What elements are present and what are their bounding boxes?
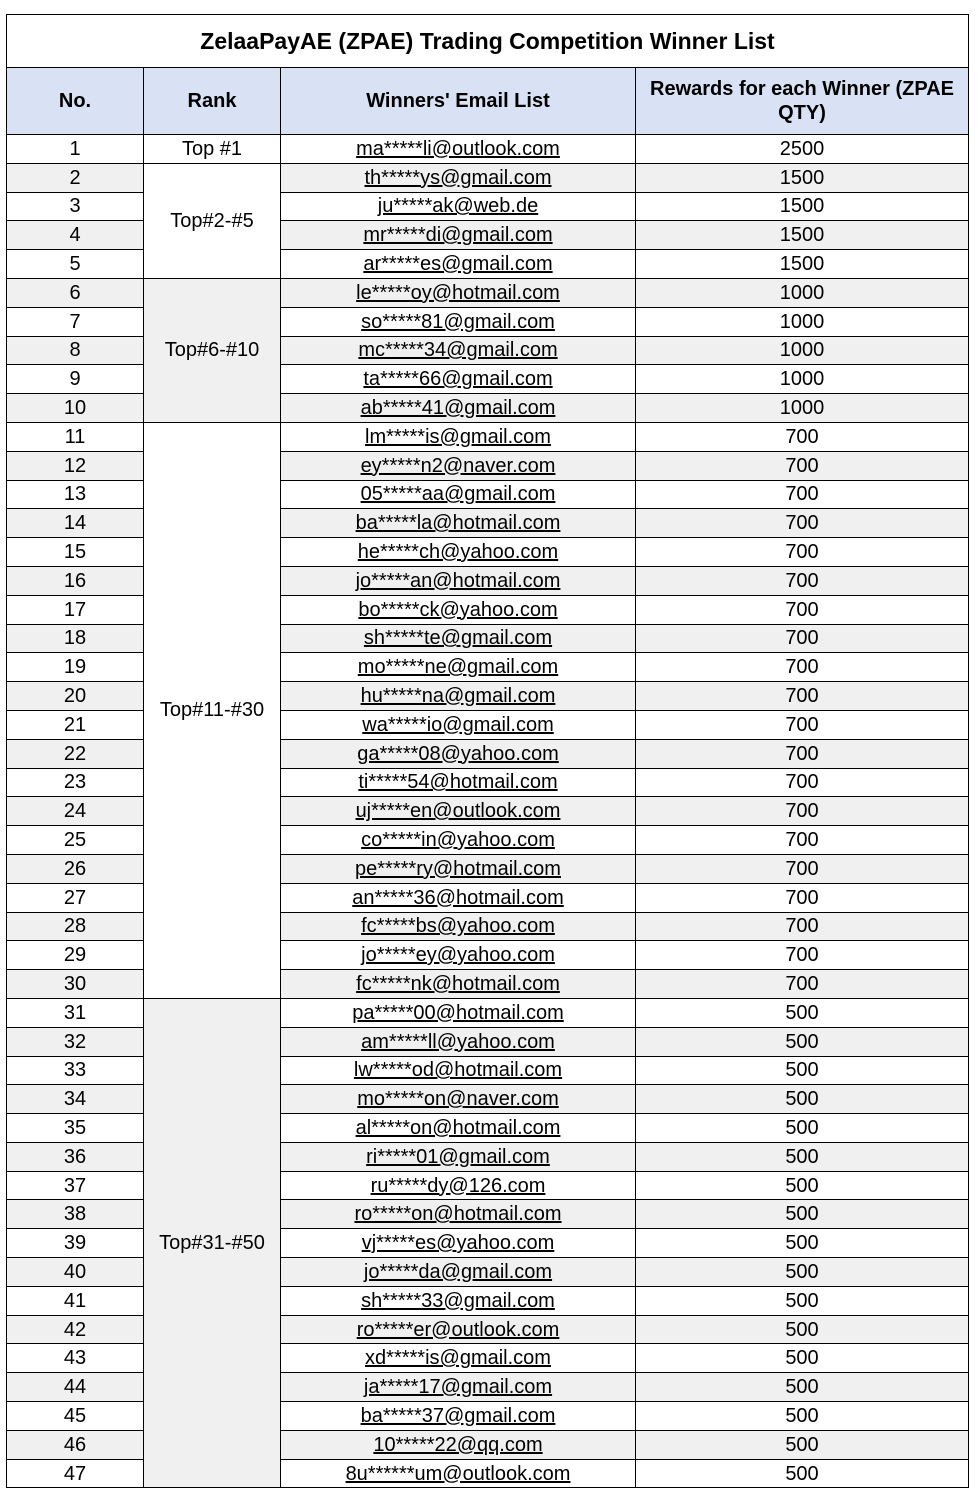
cell-reward: 700 — [636, 480, 969, 509]
cell-email: mr*****di@gmail.com — [281, 221, 636, 250]
cell-no: 32 — [7, 1027, 144, 1056]
cell-email: pe*****ry@hotmail.com — [281, 854, 636, 883]
cell-no: 38 — [7, 1200, 144, 1229]
cell-reward: 500 — [636, 1258, 969, 1287]
cell-reward: 500 — [636, 1430, 969, 1459]
cell-no: 4 — [7, 221, 144, 250]
cell-reward: 1500 — [636, 221, 969, 250]
cell-no: 23 — [7, 768, 144, 797]
cell-reward: 500 — [636, 1373, 969, 1402]
header-email: Winners' Email List — [281, 68, 636, 135]
cell-no: 15 — [7, 538, 144, 567]
cell-reward: 700 — [636, 682, 969, 711]
cell-reward: 700 — [636, 912, 969, 941]
cell-reward: 500 — [636, 998, 969, 1027]
cell-rank-group: Top#11-#30 — [144, 422, 281, 998]
cell-no: 5 — [7, 250, 144, 279]
cell-no: 24 — [7, 797, 144, 826]
cell-no: 21 — [7, 710, 144, 739]
cell-no: 14 — [7, 509, 144, 538]
cell-email: ta*****66@gmail.com — [281, 365, 636, 394]
cell-email: ja*****17@gmail.com — [281, 1373, 636, 1402]
cell-reward: 500 — [636, 1200, 969, 1229]
cell-reward: 500 — [636, 1056, 969, 1085]
cell-no: 35 — [7, 1114, 144, 1143]
cell-email: wa*****io@gmail.com — [281, 710, 636, 739]
cell-email: 8u******um@outlook.com — [281, 1459, 636, 1488]
cell-no: 46 — [7, 1430, 144, 1459]
cell-reward: 500 — [636, 1085, 969, 1114]
cell-email: ma*****li@outlook.com — [281, 135, 636, 164]
cell-no: 28 — [7, 912, 144, 941]
cell-email: pa*****00@hotmail.com — [281, 998, 636, 1027]
table-row — [7, 278, 969, 307]
cell-no: 29 — [7, 941, 144, 970]
cell-no: 39 — [7, 1229, 144, 1258]
cell-reward: 700 — [636, 566, 969, 595]
cell-no: 41 — [7, 1286, 144, 1315]
cell-email: ab*****41@gmail.com — [281, 394, 636, 423]
cell-reward: 1000 — [636, 336, 969, 365]
cell-reward: 700 — [636, 710, 969, 739]
cell-no: 2 — [7, 163, 144, 192]
cell-email: mc*****34@gmail.com — [281, 336, 636, 365]
cell-reward: 700 — [636, 422, 969, 451]
cell-email: ey*****n2@naver.com — [281, 451, 636, 480]
cell-email: so*****81@gmail.com — [281, 307, 636, 336]
cell-no: 22 — [7, 739, 144, 768]
cell-email: lm*****is@gmail.com — [281, 422, 636, 451]
cell-no: 10 — [7, 394, 144, 423]
cell-no: 18 — [7, 624, 144, 653]
cell-no: 13 — [7, 480, 144, 509]
header-rank: Rank — [144, 68, 281, 135]
cell-reward: 1000 — [636, 394, 969, 423]
cell-email: ar*****es@gmail.com — [281, 250, 636, 279]
cell-reward: 500 — [636, 1344, 969, 1373]
cell-no: 33 — [7, 1056, 144, 1085]
table-row — [7, 998, 969, 1027]
cell-reward: 700 — [636, 826, 969, 855]
cell-no: 9 — [7, 365, 144, 394]
cell-no: 37 — [7, 1171, 144, 1200]
cell-email: al*****on@hotmail.com — [281, 1114, 636, 1143]
winner-table — [6, 14, 969, 1488]
cell-no: 11 — [7, 422, 144, 451]
cell-no: 17 — [7, 595, 144, 624]
cell-reward: 500 — [636, 1402, 969, 1431]
cell-email: sh*****te@gmail.com — [281, 624, 636, 653]
cell-email: ro*****er@outlook.com — [281, 1315, 636, 1344]
cell-no: 45 — [7, 1402, 144, 1431]
header-no: No. — [7, 68, 144, 135]
cell-no: 26 — [7, 854, 144, 883]
winner-list-sheet — [6, 14, 968, 1488]
cell-reward: 500 — [636, 1142, 969, 1171]
header-row — [7, 68, 969, 135]
cell-reward: 500 — [636, 1286, 969, 1315]
cell-reward: 700 — [636, 797, 969, 826]
cell-email: mo*****ne@gmail.com — [281, 653, 636, 682]
cell-reward: 700 — [636, 883, 969, 912]
cell-reward: 500 — [636, 1315, 969, 1344]
cell-no: 19 — [7, 653, 144, 682]
cell-no: 27 — [7, 883, 144, 912]
cell-reward: 700 — [636, 970, 969, 999]
cell-email: bo*****ck@yahoo.com — [281, 595, 636, 624]
cell-reward: 1000 — [636, 307, 969, 336]
cell-email: vj*****es@yahoo.com — [281, 1229, 636, 1258]
cell-reward: 500 — [636, 1459, 969, 1488]
cell-no: 12 — [7, 451, 144, 480]
cell-reward: 700 — [636, 941, 969, 970]
cell-email: ba*****37@gmail.com — [281, 1402, 636, 1431]
cell-email: am*****ll@yahoo.com — [281, 1027, 636, 1056]
table-row — [7, 163, 969, 192]
cell-reward: 1500 — [636, 250, 969, 279]
cell-no: 3 — [7, 192, 144, 221]
cell-email: 10*****22@qq.com — [281, 1430, 636, 1459]
cell-no: 6 — [7, 278, 144, 307]
cell-email: fc*****bs@yahoo.com — [281, 912, 636, 941]
cell-rank-group: Top#2-#5 — [144, 163, 281, 278]
cell-email: jo*****an@hotmail.com — [281, 566, 636, 595]
table-title: ZelaaPayAE (ZPAE) Trading Competition Winner List — [7, 15, 969, 68]
cell-email: ri*****01@gmail.com — [281, 1142, 636, 1171]
cell-reward: 700 — [636, 739, 969, 768]
cell-reward: 1500 — [636, 192, 969, 221]
cell-reward: 700 — [636, 768, 969, 797]
cell-no: 16 — [7, 566, 144, 595]
cell-no: 25 — [7, 826, 144, 855]
cell-reward: 1500 — [636, 163, 969, 192]
cell-reward: 700 — [636, 595, 969, 624]
cell-email: xd*****is@gmail.com — [281, 1344, 636, 1373]
cell-email: an*****36@hotmail.com — [281, 883, 636, 912]
cell-reward: 1000 — [636, 278, 969, 307]
cell-no: 30 — [7, 970, 144, 999]
table-body — [7, 135, 969, 1488]
cell-reward: 1000 — [636, 365, 969, 394]
cell-reward: 700 — [636, 509, 969, 538]
cell-email: lw*****od@hotmail.com — [281, 1056, 636, 1085]
cell-reward: 700 — [636, 451, 969, 480]
cell-no: 31 — [7, 998, 144, 1027]
cell-reward: 700 — [636, 538, 969, 567]
cell-email: he*****ch@yahoo.com — [281, 538, 636, 567]
cell-rank-group: Top#6-#10 — [144, 278, 281, 422]
cell-no: 36 — [7, 1142, 144, 1171]
cell-no: 8 — [7, 336, 144, 365]
cell-no: 1 — [7, 135, 144, 164]
cell-reward: 500 — [636, 1171, 969, 1200]
cell-email: jo*****da@gmail.com — [281, 1258, 636, 1287]
cell-reward: 2500 — [636, 135, 969, 164]
cell-email: co*****in@yahoo.com — [281, 826, 636, 855]
cell-email: uj*****en@outlook.com — [281, 797, 636, 826]
table-row — [7, 422, 969, 451]
cell-email: le*****oy@hotmail.com — [281, 278, 636, 307]
cell-email: sh*****33@gmail.com — [281, 1286, 636, 1315]
cell-no: 42 — [7, 1315, 144, 1344]
header-reward: Rewards for each Winner (ZPAE QTY) — [636, 68, 969, 135]
cell-reward: 700 — [636, 854, 969, 883]
cell-rank-group: Top#31-#50 — [144, 998, 281, 1488]
cell-email: ti*****54@hotmail.com — [281, 768, 636, 797]
cell-email: th*****ys@gmail.com — [281, 163, 636, 192]
cell-email: mo*****on@naver.com — [281, 1085, 636, 1114]
cell-email: ju*****ak@web.de — [281, 192, 636, 221]
cell-email: ro*****on@hotmail.com — [281, 1200, 636, 1229]
cell-no: 44 — [7, 1373, 144, 1402]
cell-email: 05*****aa@gmail.com — [281, 480, 636, 509]
cell-reward: 500 — [636, 1027, 969, 1056]
cell-no: 34 — [7, 1085, 144, 1114]
cell-reward: 700 — [636, 653, 969, 682]
cell-no: 7 — [7, 307, 144, 336]
cell-reward: 500 — [636, 1229, 969, 1258]
table-row — [7, 135, 969, 164]
cell-email: ru*****dy@126.com — [281, 1171, 636, 1200]
cell-no: 43 — [7, 1344, 144, 1373]
cell-reward: 500 — [636, 1114, 969, 1143]
cell-email: ga*****08@yahoo.com — [281, 739, 636, 768]
cell-email: ba*****la@hotmail.com — [281, 509, 636, 538]
cell-email: fc*****nk@hotmail.com — [281, 970, 636, 999]
cell-reward: 700 — [636, 624, 969, 653]
cell-email: jo*****ey@yahoo.com — [281, 941, 636, 970]
cell-rank-group: Top #1 — [144, 135, 281, 164]
cell-no: 40 — [7, 1258, 144, 1287]
cell-no: 20 — [7, 682, 144, 711]
cell-no: 47 — [7, 1459, 144, 1488]
cell-email: hu*****na@gmail.com — [281, 682, 636, 711]
